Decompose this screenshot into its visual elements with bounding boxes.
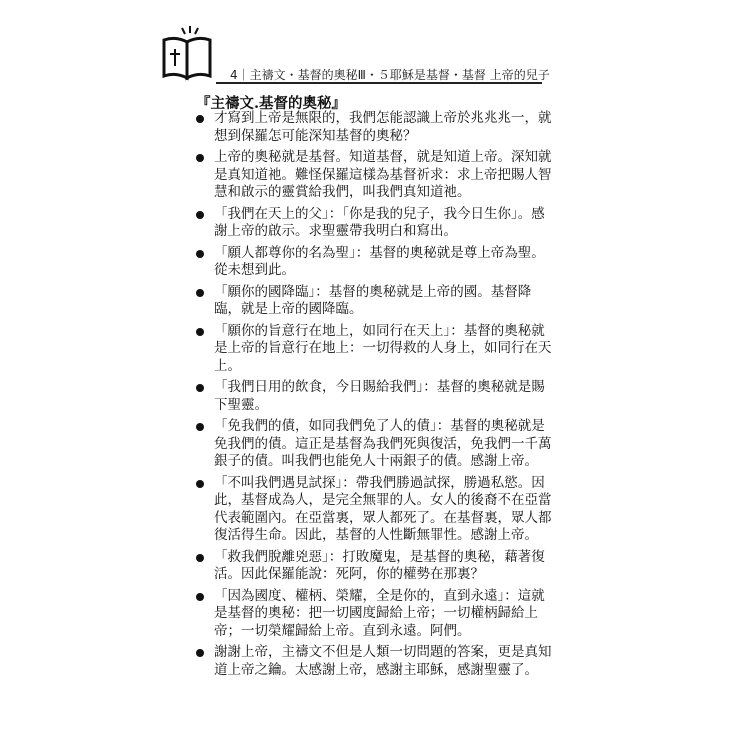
bullet-list [194, 110, 552, 683]
bullet-icon [196, 384, 204, 392]
list-item-text: 「願你的國降臨」：基督的奧秘就是上帝的國。基督降臨，就是上帝的國降臨。 [214, 283, 532, 317]
list-item-text: 才寫到上帝是無限的，我們怎能認識上帝於兆兆兆一，就想到保羅怎可能深知基督的奧秘？ [214, 110, 552, 144]
list-item [194, 644, 552, 679]
list-item-text: 「免我們的債，如同我們免了人的債」：基督的奧秘就是免我們的債。這正是基督為我們死與復活，免我們一千萬銀子的債。叫我們也能免人十兩銀子的債。感謝上帝。 [214, 418, 552, 469]
list-item-text: 「我們在天上的父」：「你是我的兒子，我今日生你」。感謝上帝的啟示。求聖靈帶我明白和寫出。 [214, 205, 545, 239]
running-header: 4｜主禱文・基督的奧秘Ⅲ・５耶穌是基督・基督 上帝的兒子 [230, 68, 550, 82]
bullet-icon [196, 649, 204, 657]
bullet-icon [196, 250, 204, 258]
list-item [194, 149, 552, 202]
section-title: 『主禱文.基督的奧秘』 [196, 95, 347, 112]
bullet-icon [196, 554, 204, 562]
bullet-icon [196, 328, 204, 336]
bullet-icon [196, 480, 204, 488]
bullet-icon [196, 211, 204, 219]
list-item [194, 323, 552, 376]
list-item-text: 上帝的奧秘就是基督。知道基督，就是知道上帝。深知就是真知道祂。難怪保羅這樣為基督祈求：求上帝把賜人智慧和啟示的靈賞給我們，叫我們真知道祂。 [214, 149, 552, 200]
list-item [194, 588, 552, 641]
header-rule [216, 82, 542, 84]
list-item-text: 「因為國度、權柄、榮耀，全是你的，直到永遠」：這就是基督的奧秘：把一切國度歸給上帝；一切權柄歸給上帝；一切榮耀歸給上帝。直到永遠。阿們。 [214, 587, 545, 639]
list-item-text: 「我們日用的飲食，今日賜給我們」：基督的奧秘就是賜下聖靈。 [214, 379, 545, 413]
list-item [194, 418, 552, 471]
bullet-icon [196, 115, 204, 123]
list-item [194, 475, 552, 545]
list-item-text: 謝謝上帝，主禱文不但是人類一切問題的答案，更是真知道上帝之鑰。太感謝上帝，感謝主耶穌，感謝聖靈了。 [214, 644, 552, 678]
list-item [194, 379, 552, 414]
bullet-icon [196, 289, 204, 297]
bullet-icon [196, 593, 204, 601]
list-item [194, 284, 552, 319]
page-header [160, 24, 550, 86]
list-item-text: 「救我們脫離兇惡」：打敗魔鬼，是基督的奧秘，藉著復活。因此保羅能說：死阿，你的權勢在那裏？ [214, 548, 545, 582]
list-item-text: 「願你的旨意行在地上，如同行在天上」：基督的奧秘就是上帝的旨意行在地上：一切得救的人身上，如同行在天上。 [214, 322, 552, 374]
list-item [194, 110, 552, 145]
list-item [194, 206, 552, 241]
bullet-icon [196, 423, 204, 431]
list-item-text: 「不叫我們遇見試探」：帶我們勝過試探，勝過私慾。因此，基督成為人，是完全無罪的人。女人的後裔不在亞當代表範圍內。在亞當裏，眾人都死了。在基督裏，眾人都復活得生命。因此，基督的人性斷無罪性。感謝上帝。 [214, 474, 552, 543]
bullet-icon [196, 154, 204, 162]
list-item-text: 「願人都尊你的名為聖」：基督的奧秘就是尊上帝為聖。從未想到此。 [214, 244, 545, 278]
list-item [194, 245, 552, 280]
bible-icon [160, 24, 214, 82]
list-item [194, 549, 552, 584]
